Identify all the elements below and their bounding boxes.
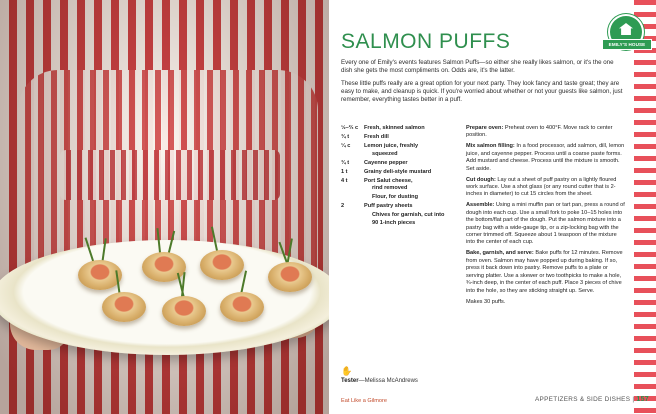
hand-icon: ✋ <box>341 366 353 376</box>
ingredient-amount: ¾ t <box>341 159 350 166</box>
step-paragraph <box>466 250 626 294</box>
recipe-title: SALMON PUFFS <box>341 30 511 53</box>
step-text: Using a mini muffin pan or tart pan, press a round of dough into each cup. Use a small fork to poke 10–15 holes into the bottom/flat part of the dough. Put the salmon mixture into a pastry bag with a wide-gauge tip, or a zip-locking bag with the corner trimmed off. Squeeze about 1 teaspoon of the mixture into the center of each cup. <box>466 202 625 246</box>
ingredient-row <box>341 212 471 227</box>
ingredient-row <box>341 160 471 168</box>
decorative-stripes <box>634 0 656 414</box>
ingredient-row <box>341 134 471 142</box>
ingredient-amount: ¾ t <box>341 133 350 140</box>
ingredient-amount <box>341 194 364 202</box>
ingredient-row <box>341 203 471 211</box>
puff <box>268 262 312 292</box>
step-text: Preheat oven to 400°F. Move rack to center position. <box>466 125 613 139</box>
step-label: Mix salmon filling: <box>466 143 515 150</box>
ingredient-row <box>341 178 471 193</box>
ingredient-name: Chives for garnish, cut into 90 1-inch pieces <box>372 212 445 226</box>
step-text: In a food processor, add salmon, dill, lemon juice, and cayenne pepper. Process until a coarse paste forms. Add mustard and cheese. Process until the mixture is smooth. Set aside. <box>466 143 625 172</box>
ingredient-amount: 4 t <box>341 177 348 184</box>
ingredient-row <box>341 194 471 202</box>
ingredient-list <box>341 125 471 229</box>
ingredient-name: Cayenne pepper <box>364 159 408 166</box>
step-label: Assemble: <box>466 202 495 209</box>
ingredient-amount: 1 t <box>341 168 348 175</box>
ingredient-name: Port Salut cheese, rind removed <box>364 177 413 192</box>
tester-credit <box>341 378 418 384</box>
step-paragraph <box>466 299 626 306</box>
step-text: Bake puffs for 12 minutes. Remove from oven. Salmon may have popped up during baking. If so, press it back down into pastry. Remove puffs to a plate or serving platter. Use a skewer or two toothpicks to make a hole, ¾-inch deep, in the center of each puff. Place 3 pieces of chive into the hole, so they are sticking straight up. Serve. <box>466 250 623 294</box>
puff <box>200 250 244 280</box>
ingredient-row <box>341 125 471 133</box>
ingredient-amount: 2 <box>341 203 345 210</box>
intro-paragraph: Every one of Emily's events features Salmon Puffs—so either she really likes salmon, or it's the one dish she gets the most compliments on. Odds are, it's the latter. <box>341 59 614 75</box>
tester-name: —Melissa McAndrews <box>358 378 418 384</box>
step-label: Bake, garnish, and serve: <box>466 250 534 257</box>
page-number: 157 <box>636 396 649 403</box>
ingredient-amount: ½–⅔ c <box>341 125 359 131</box>
book-title-footer: Eat Like a Gilmore <box>341 398 388 404</box>
step-paragraph <box>466 125 626 140</box>
puff <box>220 292 264 322</box>
ingredient-name: Fresh dill <box>364 133 389 140</box>
logo-ribbon: EMILY'S HOUSE <box>602 39 652 50</box>
ingredient-amount <box>341 212 364 227</box>
ingredient-name: Lemon juice, freshly squeezed <box>364 142 419 157</box>
method-steps <box>466 125 626 310</box>
step-paragraph <box>466 202 626 246</box>
ingredient-name: Flour, for dusting <box>372 194 418 201</box>
ingredient-name: Puff pastry sheets <box>364 203 413 210</box>
house-icon <box>619 23 633 35</box>
step-paragraph <box>466 143 626 173</box>
ingredient-row <box>341 169 471 177</box>
step-label: Cut dough: <box>466 176 496 183</box>
ingredient-name: Grainy deli-style mustard <box>364 168 432 175</box>
recipe-intro <box>341 59 626 108</box>
tester-label: Tester <box>341 378 359 384</box>
recipe-page <box>329 0 656 414</box>
page-footer <box>535 396 649 403</box>
puff <box>102 292 146 322</box>
ingredient-name: Fresh, skinned salmon <box>364 125 425 131</box>
intro-paragraph: These little puffs really are a great option for your next party. They look fancy and taste great; they are easy to make, and cleanup is quick. If you're worried about whether or not your guests like salmon, just remember, everything tastes better in a puff. <box>341 79 623 104</box>
section-name: APPETIZERS & SIDE DISHES | <box>535 396 635 403</box>
step-text: Lay out a sheet of puff pastry on a lightly floured work surface. Use a shot glass (or any round cutter that is 2-inches in diameter) to cut 15 circles from the sheet. <box>466 176 617 198</box>
step-label: Prepare oven: <box>466 125 504 131</box>
ingredient-amount: ¼ c <box>341 142 351 149</box>
step-paragraph <box>466 177 626 199</box>
step-text: Makes 30 puffs. <box>466 298 506 305</box>
puff <box>162 296 206 326</box>
ingredient-row <box>341 143 471 158</box>
